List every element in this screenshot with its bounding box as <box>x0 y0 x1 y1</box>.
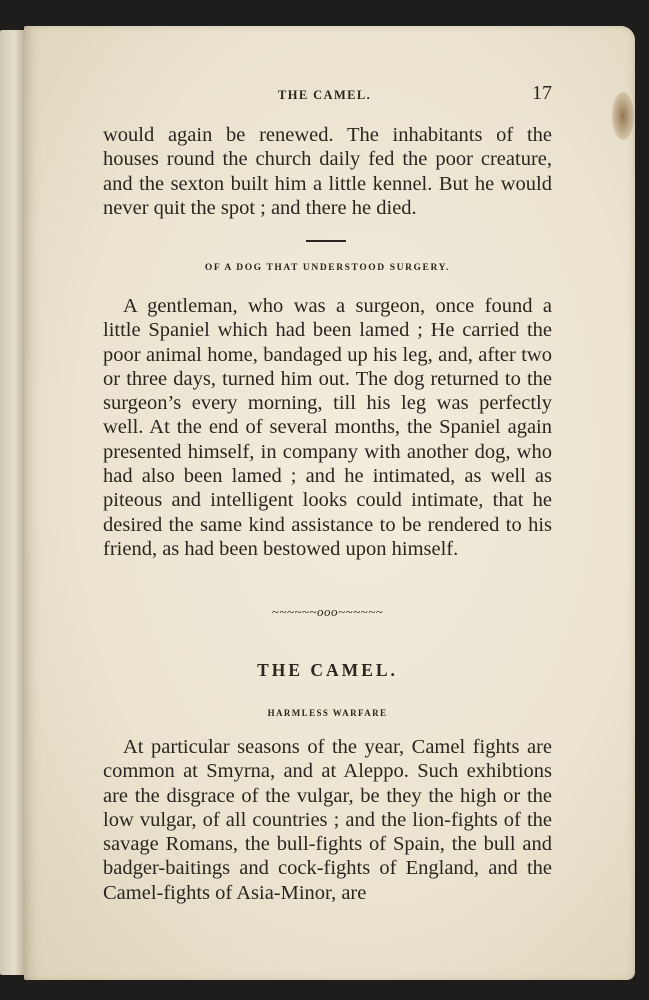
paragraph-continued: would again be renewed. The inhabitants of the houses round the church daily fed the poor creature, and the sexton built him a little kennel. But he would never quit the spot ; and there he died. <box>103 124 552 219</box>
section-divider <box>306 240 346 242</box>
anecdote-heading: OF A DOG THAT UNDERSTOOD SURGERY. <box>204 263 451 273</box>
paragraph-camel-fights: At particular seasons of the year, Camel fights are common at Smyrna, and at Aleppo. Such exhibtions are the disgrace of the vulgar, be they the high or the low vulgar, of all countries ; and the lion-fights of the savage Romans, the bull-fights of Spain, the bull and badger-baitings and cock-fights of England, and the Camel-fights of Asia-Minor, are <box>103 736 552 904</box>
paragraph-surgery-dog: A gentleman, who was a surgeon, once found a little Spaniel which had been lamed ; He carried the poor animal home, bandaged up his leg, and, after two or three days, turned him out. The dog returned to the surgeon’s every morning, till his leg was perfectly well. At the end of several months, the Spaniel again presented himself, in company with another dog, who had also been lamed ; and he intimated, as well as piteous and intelligent looks could intimate, that he desired the same kind assistance to be rendered to his friend, as had been bestowed upon himself. <box>103 295 552 560</box>
section-title: THE CAMEL. <box>257 660 398 680</box>
section-subheading: HARMLESS WARFARE <box>267 708 388 718</box>
page-number: 17 <box>532 82 552 104</box>
previous-page-edge <box>0 30 24 975</box>
running-head: THE CAMEL. <box>278 88 372 102</box>
ornamental-divider: ~~~~~~ooo~~~~~~ <box>271 604 384 619</box>
page-stain <box>612 92 634 140</box>
